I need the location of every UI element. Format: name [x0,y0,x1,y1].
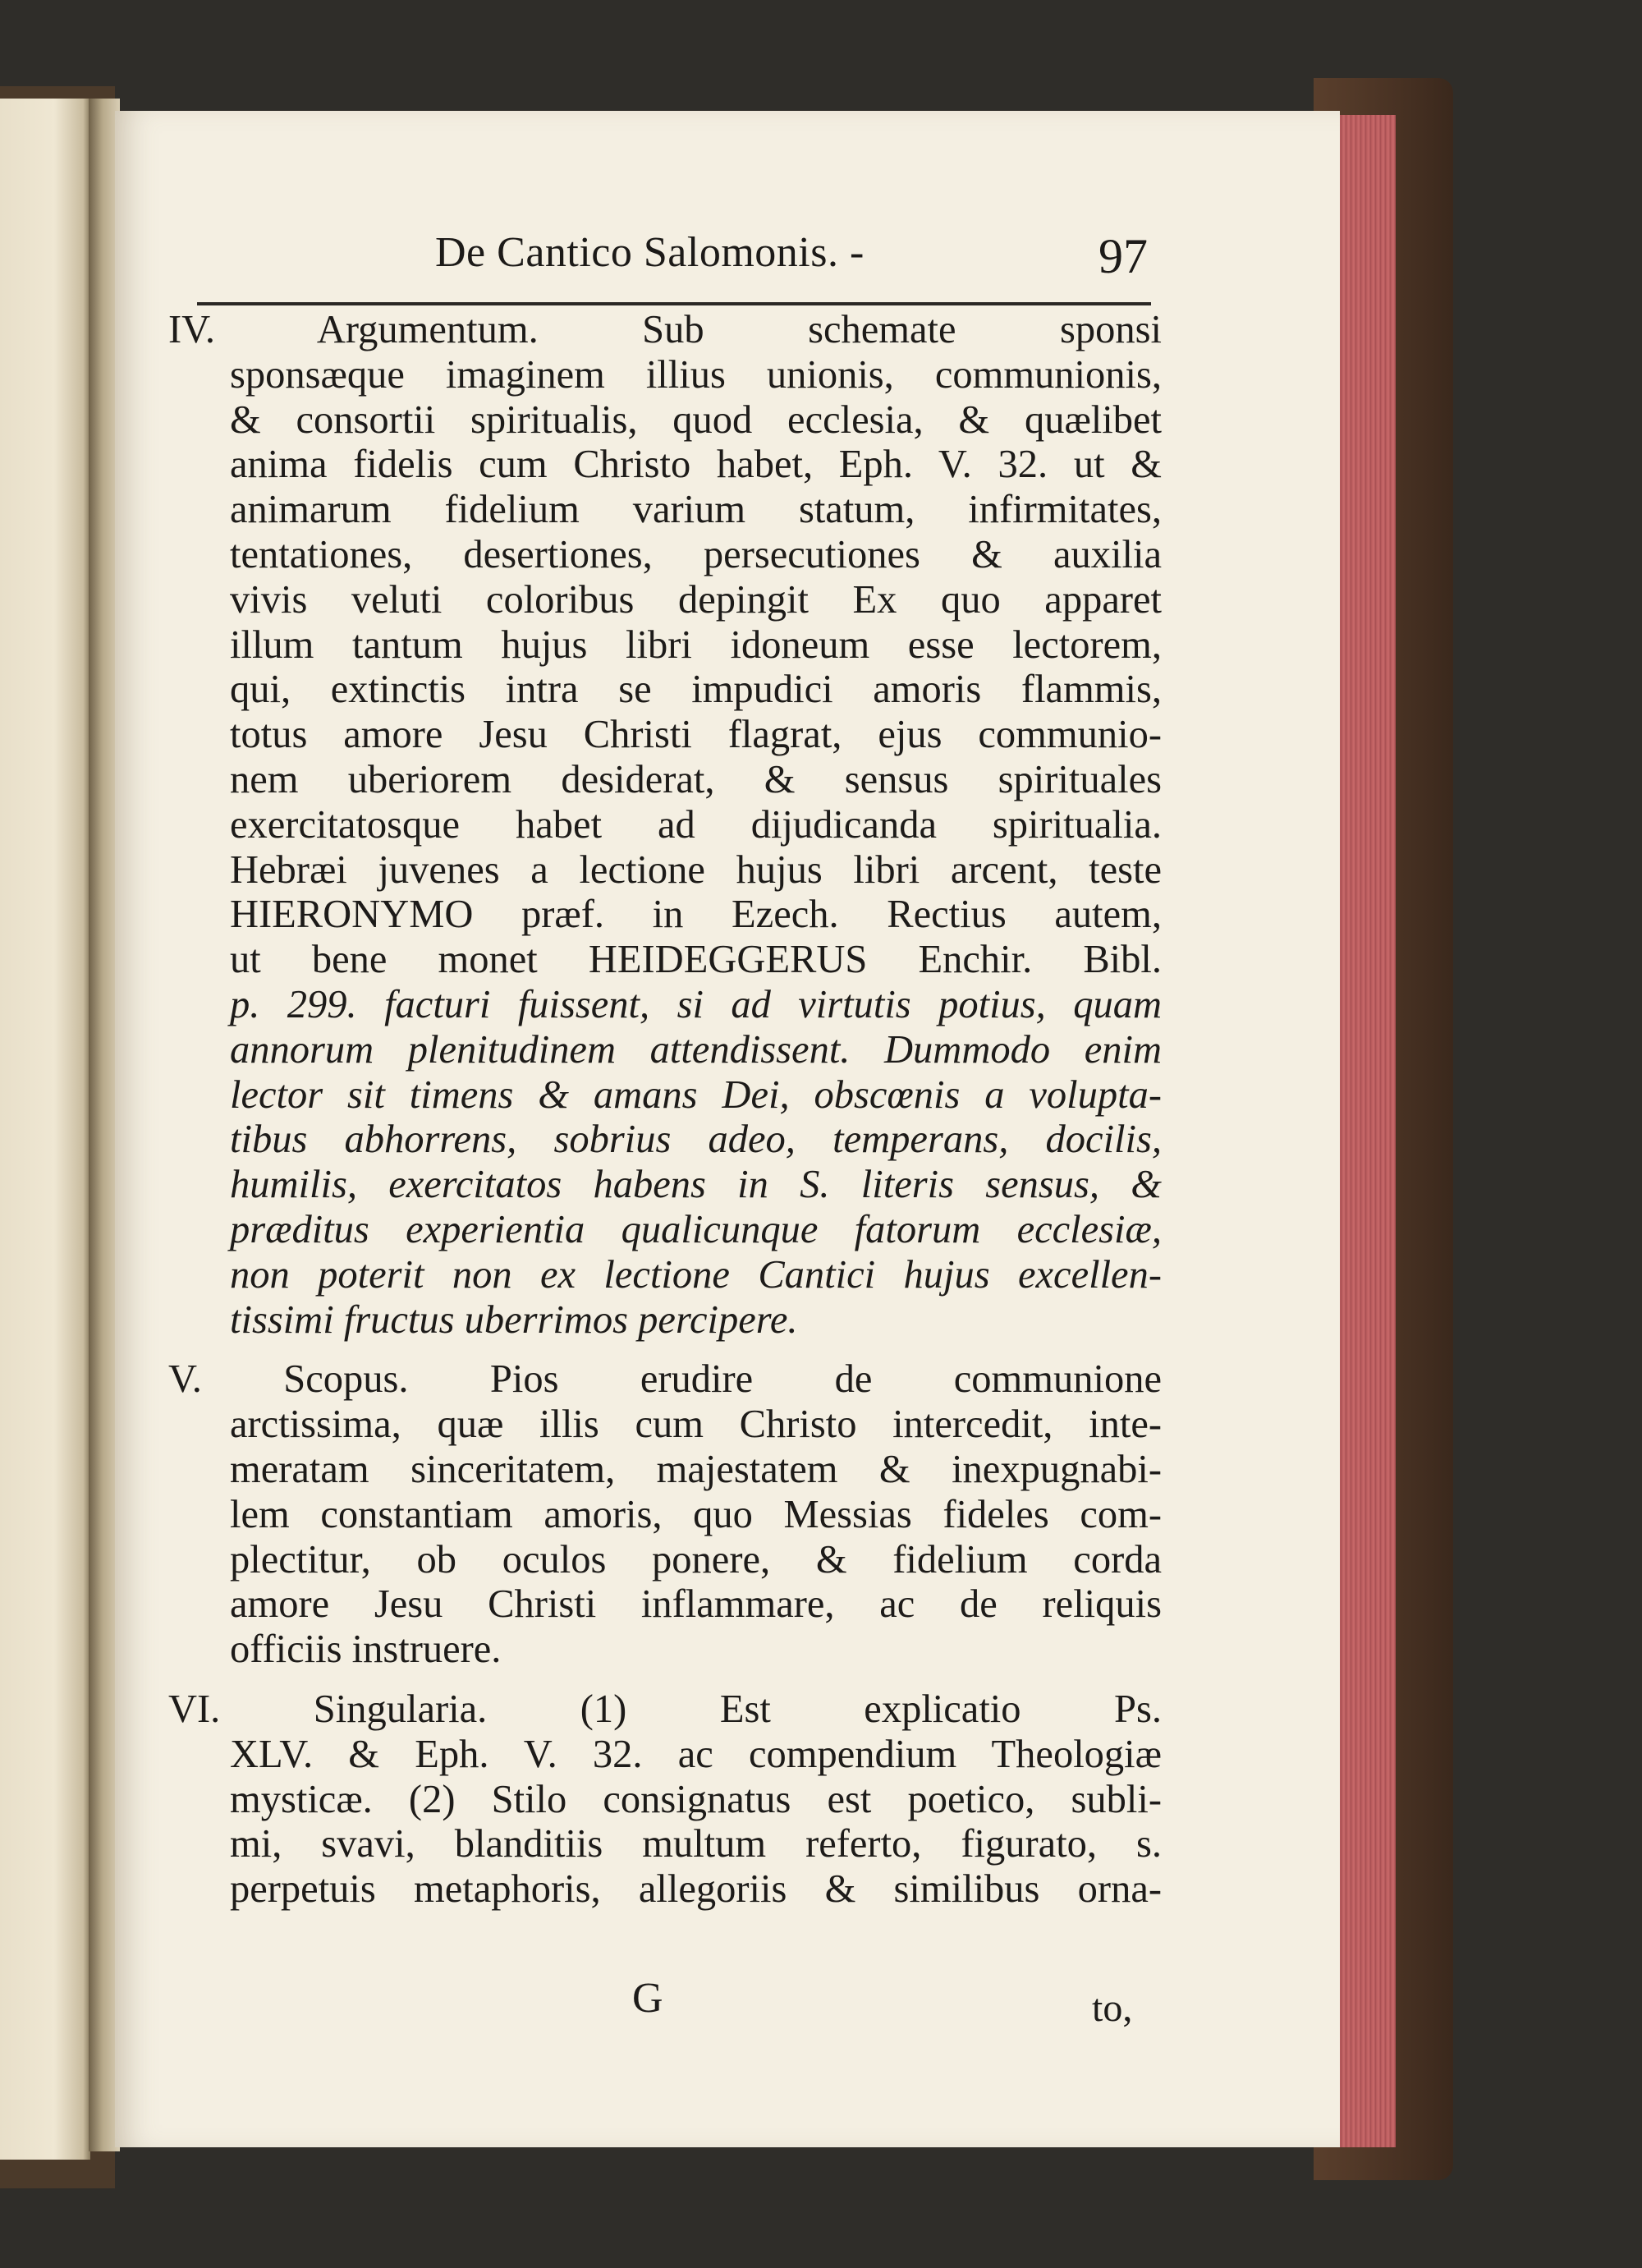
running-title: De Cantico Salomonis. - [435,229,865,276]
text-line: meratam sinceritatem, majestatem & inexpugnabi- [230,1447,1162,1491]
text-line: VI. Singularia. (1) Est explicatio Ps. [168,1687,1162,1731]
header-rule [197,302,1151,305]
section-iv-argumentum [168,308,1162,1343]
text-line: tentationes, desertiones, persecutiones & auxilia [230,532,1162,576]
page-header [435,228,1158,294]
text-line: anima fidelis cum Christo habet, Eph. V. 32. ut & [230,443,1162,487]
text-line: arctissima, quæ illis cum Christo intercedit, inte- [230,1403,1162,1447]
text-line: p. 299. facturi fuissent, si ad virtutis potius, quam [230,982,1162,1026]
text-line: annorum plenitudinem attendissent. Dummodo enim [230,1027,1162,1072]
text-line: Hebræi juvenes a lectione hujus libri arcent, teste [230,847,1162,892]
text-line: V. Scopus. Pios erudire de communione [168,1357,1162,1402]
text-line: plectitur, ob oculos ponere, & fidelium corda [230,1537,1162,1582]
text-line: officiis instruere. [230,1628,502,1672]
text-line: totus amore Jesu Christi flagrat, ejus communio- [230,713,1162,757]
text-line: tissimi fructus uberrimos percipere. [230,1297,798,1342]
text-line: lem constantiam amoris, quo Messias fideles com- [230,1492,1162,1536]
section-vi-singularia [168,1687,1162,1912]
text-line: lector sit timens & amans Dei, obscœnis a volupta- [230,1072,1162,1117]
body-text [168,308,1162,1912]
text-line: non poterit non ex lectione Cantici hujus excellen- [230,1252,1162,1297]
text-line: amore Jesu Christi inflammare, ac de reliquis [230,1582,1162,1627]
text-line: qui, extinctis intra se impudici amoris flammis, [230,668,1162,712]
section-v-scopus [168,1357,1162,1673]
red-page-edges [1332,115,1396,2147]
text-line: & consortii spiritualis, quod ecclesia, & quælibet [230,397,1162,442]
text-line: vivis veluti coloribus depingit Ex quo apparet [230,577,1162,622]
text-line: animarum fidelium varium statum, infirmitates, [230,488,1162,532]
text-line: sponsæque imaginem illius unionis, communionis, [230,352,1162,397]
text-line: exercitatosque habet ad dijudicanda spiritualia. [230,802,1162,847]
section-gap [168,1343,1162,1357]
text-line: perpetuis metaphoris, allegoriis & similibus orna- [230,1867,1162,1912]
text-line: præditus experientia qualicunque fatorum ecclesiæ, [230,1207,1162,1251]
signature-mark: G [632,1975,663,2022]
previous-page-edge [0,99,90,2160]
text-line: mysticæ. (2) Stilo consignatus est poetico, subli- [230,1777,1162,1821]
text-line: ut bene monet HEIDEGGERUS Enchir. Bibl. [230,938,1162,982]
text-line: illum tantum hujus libri idoneum esse lectorem, [230,622,1162,667]
text-line: tibus abhorrens, sobrius adeo, temperans, docilis, [230,1118,1162,1162]
text-line: IV. Argumentum. Sub schemate sponsi [168,308,1162,351]
catchword: to, [1092,1986,1133,2030]
page-number: 97 [1098,229,1148,283]
text-line: nem uberiorem desiderat, & sensus spirituales [230,757,1162,801]
text-line: HIERONYMO præf. in Ezech. Rectius autem, [230,893,1162,937]
section-gap [168,1673,1162,1687]
text-line: humilis, exercitatos habens in S. literis sensus, & [230,1163,1162,1207]
text-line: mi, svavi, blanditiis multum referto, figurato, s. [230,1822,1162,1866]
text-line: XLV. & Eph. V. 32. ac compendium Theologiæ [230,1732,1162,1776]
